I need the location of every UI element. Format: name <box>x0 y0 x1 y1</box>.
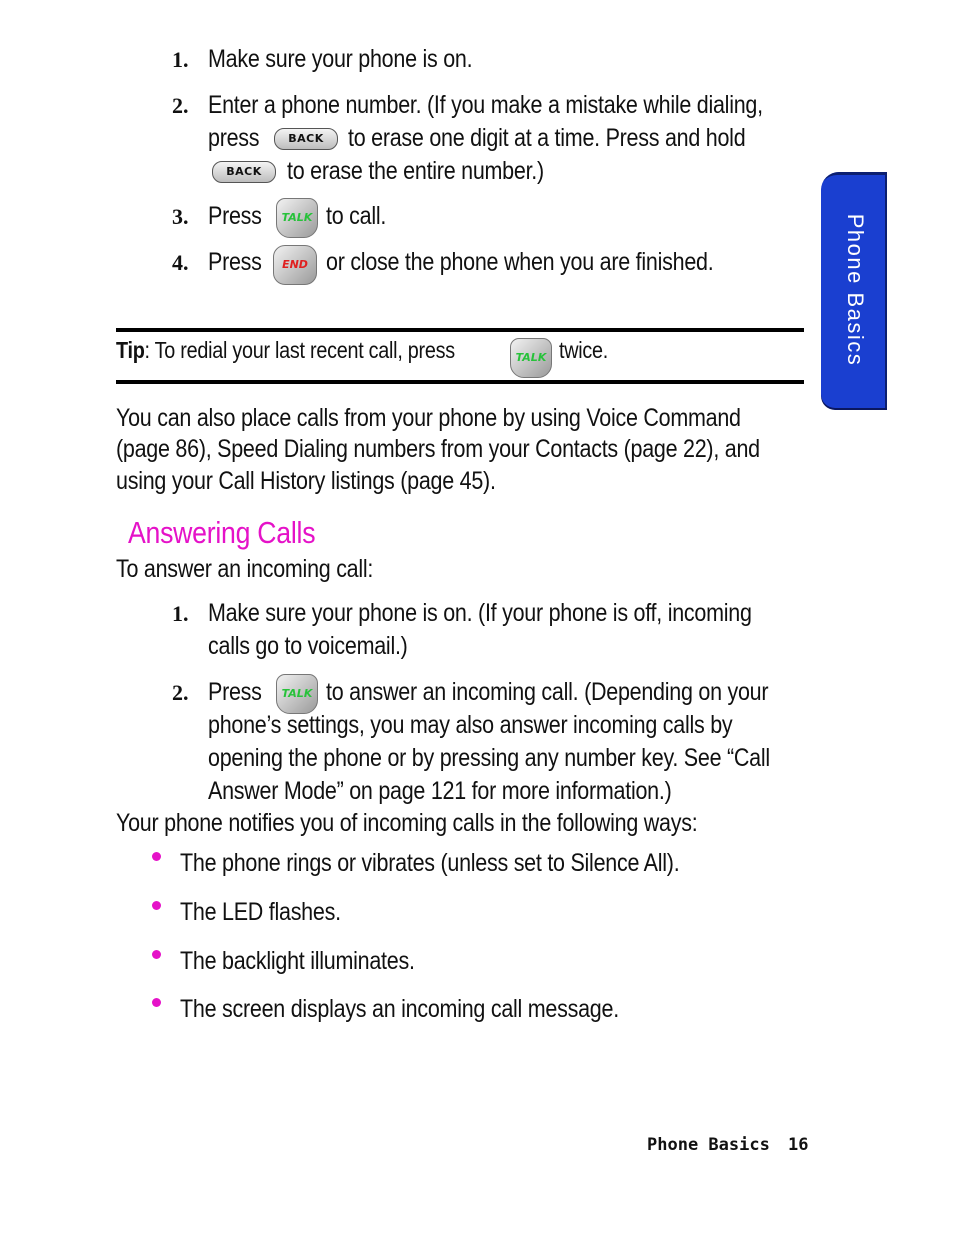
tip-label <box>116 334 455 367</box>
end-key-icon: END <box>273 245 317 285</box>
back-key-icon: BACK <box>212 161 276 183</box>
step-text: Make sure your phone is on. (If your phone is off, incoming <box>208 599 752 627</box>
tip-top-rule <box>116 328 804 332</box>
step-number: 4. <box>172 250 189 275</box>
step-text: phone’s settings, you may also answer incoming calls by <box>208 711 733 739</box>
step-text: or close the phone when you are finished. <box>326 248 714 276</box>
bullet-icon <box>152 852 161 861</box>
bullet-item: The backlight illuminates. <box>180 947 415 975</box>
step-text: calls go to voicemail.) <box>208 632 408 660</box>
step-text: Press <box>208 678 262 706</box>
step-text: opening the phone or by pressing any number key. See “Call <box>208 744 770 772</box>
bullet-item: The phone rings or vibrates (unless set to Silence All). <box>180 849 680 877</box>
page-number: 16 <box>788 1135 809 1155</box>
tip-bottom-rule <box>116 380 804 384</box>
tip-text-end: twice. <box>559 337 609 363</box>
step-text: Press <box>208 202 262 230</box>
step-text: to erase the entire number.) <box>287 157 544 185</box>
step-text: Answer Mode” on page 121 for more information.) <box>208 777 672 805</box>
body-paragraph-line: You can also place calls from your phone by using Voice Command <box>116 404 741 432</box>
step-text: press <box>208 124 260 152</box>
step-number: 3. <box>172 204 189 229</box>
step-text: to erase one digit at a time. Press and hold <box>348 124 746 152</box>
bullet-item: The screen displays an incoming call message. <box>180 995 619 1023</box>
talk-key-icon: TALK <box>510 338 552 378</box>
step-number: 1. <box>172 601 189 626</box>
step-text: to answer an incoming call. (Depending on your <box>326 678 769 706</box>
footer-section: Phone Basics <box>647 1135 770 1155</box>
bullet-icon <box>152 998 161 1007</box>
tip-text: : To redial your last recent call, press <box>144 337 455 363</box>
step-text: Press <box>208 248 262 276</box>
body-paragraph-line: (page 86), Speed Dialing numbers from your Contacts (page 22), and <box>116 435 760 463</box>
bullet-icon <box>152 950 161 959</box>
step-text: Make sure your phone is on. <box>208 45 473 73</box>
section-intro: To answer an incoming call: <box>116 555 374 583</box>
step-text: to call. <box>326 202 387 230</box>
bullet-item: The LED flashes. <box>180 898 341 926</box>
talk-key-icon: TALK <box>276 198 318 238</box>
talk-key-icon: TALK <box>276 674 318 714</box>
notify-intro: Your phone notifies you of incoming calls in the following ways: <box>116 809 698 837</box>
bullet-icon <box>152 901 161 910</box>
section-heading: Answering Calls <box>128 515 316 550</box>
side-tab-label: Phone Basics <box>843 213 868 367</box>
step-number: 2. <box>172 680 189 705</box>
step-number: 2. <box>172 93 189 118</box>
back-key-icon: BACK <box>274 128 338 150</box>
step-text: Enter a phone number. (If you make a mistake while dialing, <box>208 91 763 119</box>
body-paragraph-line: using your Call History listings (page 45). <box>116 467 496 495</box>
tip-label-bold: Tip <box>116 337 145 363</box>
step-number: 1. <box>172 47 189 72</box>
